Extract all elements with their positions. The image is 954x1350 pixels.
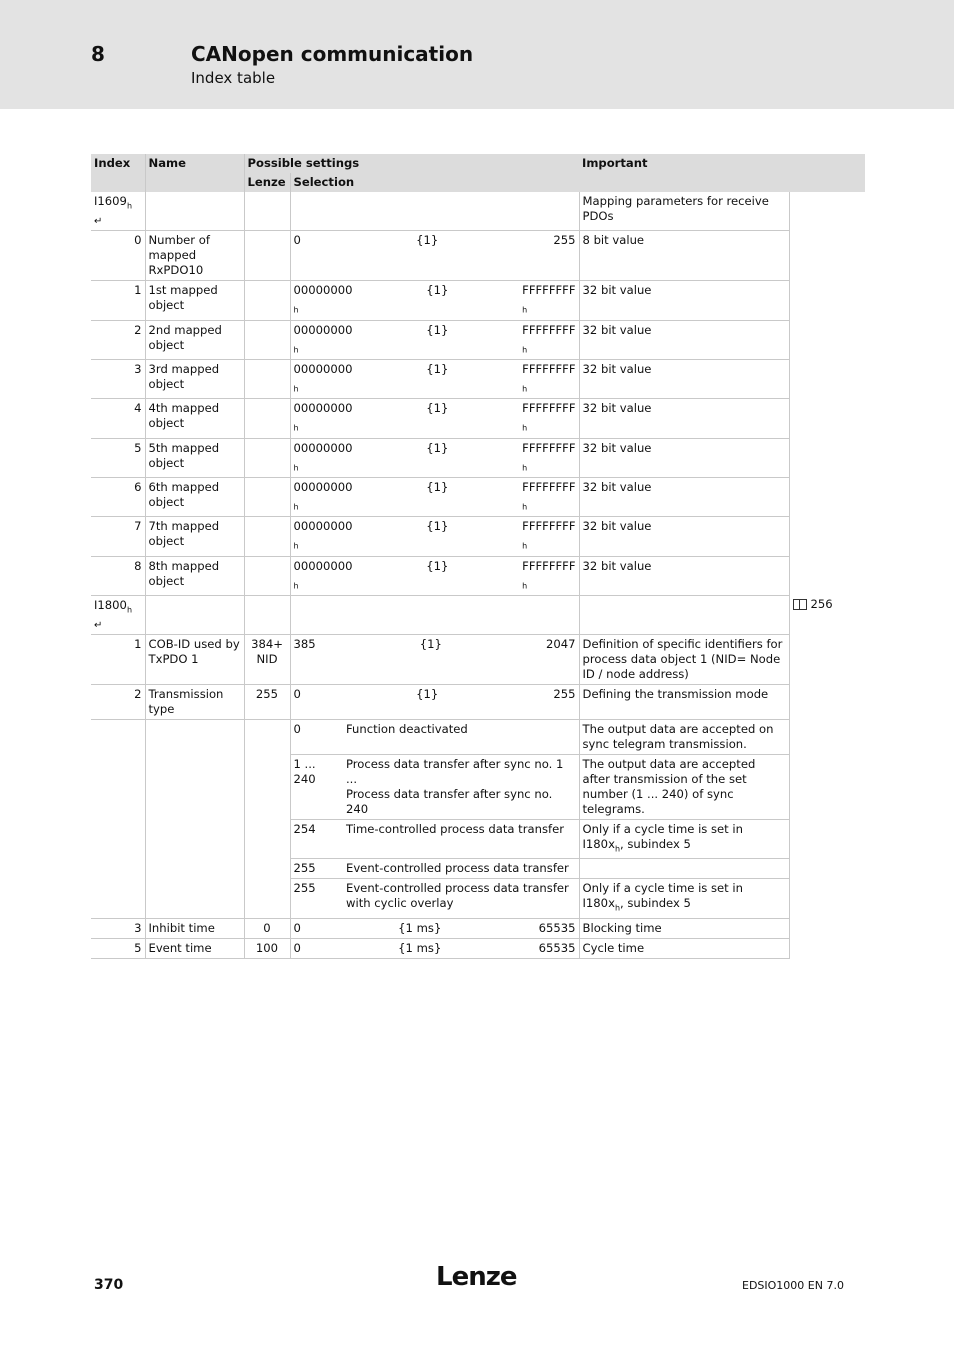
selection-cell: 00000000 $_h$ {1} FFFFFFFF $_h$ (290, 281, 579, 320)
lenze-cell: 100 (244, 938, 290, 958)
table-row (91, 320, 865, 359)
subindex-cell: 3 (91, 918, 145, 938)
lenze-cell (244, 320, 290, 359)
option-value: 254 (290, 820, 343, 859)
table-row (91, 231, 865, 281)
option-value: 1 ... 240 (290, 755, 343, 820)
document-id: EDSIO1000 EN 7.0 (742, 1279, 844, 1292)
option-desc: Event-controlled process data transfer with cyclic overlay (343, 879, 579, 918)
return-icon: ↵ (94, 620, 103, 632)
option-desc: Time-controlled process data transfer (343, 820, 579, 859)
important-cell: 32 bit value (579, 320, 789, 359)
name-cell: Number of mapped RxPDO10 (145, 231, 244, 281)
index-cell: $I1609_h$ ↵ (91, 192, 145, 231)
important-cell: Defining the transmission mode (579, 685, 789, 720)
table-row (91, 477, 865, 516)
selection-cell: 00000000 $_h$ {1} FFFFFFFF $_h$ (290, 320, 579, 359)
important-cell (579, 859, 789, 879)
table-row (91, 517, 865, 556)
lenze-cell (244, 359, 290, 398)
option-desc: Process data transfer after sync no. 1 ... Process data transfer after sync no. 240 (343, 755, 579, 820)
page-number: 370 (94, 1277, 124, 1293)
important-cell: 32 bit value (579, 281, 789, 320)
table-row (91, 720, 865, 755)
header-selection: Selection (290, 173, 579, 192)
subindex-cell: 3 (91, 359, 145, 398)
header-important: Important (579, 154, 865, 192)
subindex-cell: 1 (91, 635, 145, 685)
important-cell: 32 bit value (579, 438, 789, 477)
important-cell: 32 bit value (579, 359, 789, 398)
important-cell: Blocking time (579, 918, 789, 938)
subindex-cell: 6 (91, 477, 145, 516)
index-table (91, 154, 865, 959)
selection-cell: 00000000 $_h$ {1} FFFFFFFF $_h$ (290, 399, 579, 438)
subindex-cell: 0 (91, 231, 145, 281)
name-cell: Inhibit time (145, 918, 244, 938)
name-cell: 6th mapped object (145, 477, 244, 516)
chapter-header (0, 0, 954, 109)
table-row (91, 438, 865, 477)
table-row (91, 918, 865, 938)
table-row (91, 192, 865, 231)
selection-cell: 00000000 $_h$ {1} FFFFFFFF $_h$ (290, 556, 579, 595)
selection-cell: 0 {1} 255 (290, 231, 579, 281)
name-cell: Event time (145, 938, 244, 958)
reference-cell (789, 595, 865, 634)
selection-cell: 00000000 $_h$ {1} FFFFFFFF $_h$ (290, 438, 579, 477)
subindex-cell: 4 (91, 399, 145, 438)
name-cell: Transmission type (145, 685, 244, 720)
name-cell: 8th mapped object (145, 556, 244, 595)
important-cell: 32 bit value (579, 517, 789, 556)
lenze-cell (244, 438, 290, 477)
book-icon (793, 599, 807, 610)
name-cell: 2nd mapped object (145, 320, 244, 359)
name-cell: 5th mapped object (145, 438, 244, 477)
subindex-cell: 1 (91, 281, 145, 320)
important-cell: Only if a cycle time is set in $I180x_h$, subindex 5 (579, 820, 789, 859)
table-row (91, 281, 865, 320)
name-cell: COB-ID used by TxPDO 1 (145, 635, 244, 685)
block1-rows (91, 231, 865, 596)
name-cell: 7th mapped object (145, 517, 244, 556)
chapter-number: 8 (91, 42, 105, 66)
lenze-cell (244, 231, 290, 281)
table-row (91, 635, 865, 685)
selection-cell: 385 {1} 2047 (290, 635, 579, 685)
table-row (91, 595, 865, 634)
option-desc: Function deactivated (343, 720, 579, 755)
chapter-title: CANopen communication (191, 42, 474, 66)
table-row (91, 556, 865, 595)
name-cell: 1st mapped object (145, 281, 244, 320)
lenze-cell (244, 556, 290, 595)
lenze-cell (244, 281, 290, 320)
selection-cell: 00000000 $_h$ {1} FFFFFFFF $_h$ (290, 359, 579, 398)
lenze-cell (244, 399, 290, 438)
table-row (91, 399, 865, 438)
important-cell: Only if a cycle time is set in $I180x_h$, subindex 5 (579, 879, 789, 918)
important-cell: The output data are accepted after transmission of the set number (1 ... 240) of sync telegrams. (579, 755, 789, 820)
option-desc: Event-controlled process data transfer (343, 859, 579, 879)
important-cell: 32 bit value (579, 556, 789, 595)
section-title: Index table (191, 69, 276, 87)
important-cell: The output data are accepted on sync telegram transmission. (579, 720, 789, 755)
lenze-cell: 384+ NID (244, 635, 290, 685)
table-header-row (91, 154, 865, 173)
name-cell: 4th mapped object (145, 399, 244, 438)
selection-cell: 0 {1 ms} 65535 (290, 918, 579, 938)
subindex-cell: 5 (91, 938, 145, 958)
selection-cell: 0 {1 ms} 65535 (290, 938, 579, 958)
index-cell: $I1800_h$ ↵ (91, 595, 145, 634)
option-value: 255 (290, 879, 343, 918)
important-cell: Definition of specific identifiers for process data object 1 (NID= Node ID / node address) (579, 635, 789, 685)
index-value: I1609 (94, 194, 127, 208)
name-cell: 3rd mapped object (145, 359, 244, 398)
selection-cell: 0 {1} 255 (290, 685, 579, 720)
return-icon: ↵ (94, 216, 103, 228)
lenze-cell (244, 477, 290, 516)
important-cell: 32 bit value (579, 477, 789, 516)
table-row (91, 938, 865, 958)
selection-cell: 00000000 $_h$ {1} FFFFFFFF $_h$ (290, 517, 579, 556)
subindex-cell: 7 (91, 517, 145, 556)
header-possible-settings: Possible settings (244, 154, 579, 173)
important-cell: 32 bit value (579, 399, 789, 438)
page-reference[interactable]: 256 (810, 597, 833, 612)
header-lenze: Lenze (244, 173, 290, 192)
selection-cell: 00000000 $_h$ {1} FFFFFFFF $_h$ (290, 477, 579, 516)
subindex-cell: 8 (91, 556, 145, 595)
subindex-cell: 5 (91, 438, 145, 477)
subindex-cell: 2 (91, 320, 145, 359)
header-name: Name (145, 154, 244, 192)
option-value: 255 (290, 859, 343, 879)
important-cell: Cycle time (579, 938, 789, 958)
index-value: I1800 (94, 597, 127, 612)
lenze-cell: 255 (244, 685, 290, 720)
important-cell: Mapping parameters for receive PDOs (579, 192, 789, 231)
subindex-cell: 2 (91, 685, 145, 720)
table-row (91, 685, 865, 720)
lenze-cell (244, 517, 290, 556)
table-row (91, 359, 865, 398)
header-index: Index (91, 154, 145, 192)
lenze-cell: 0 (244, 918, 290, 938)
lenze-logo: Lenze (436, 1262, 517, 1292)
important-cell: 8 bit value (579, 231, 789, 281)
option-value: 0 (290, 720, 343, 755)
